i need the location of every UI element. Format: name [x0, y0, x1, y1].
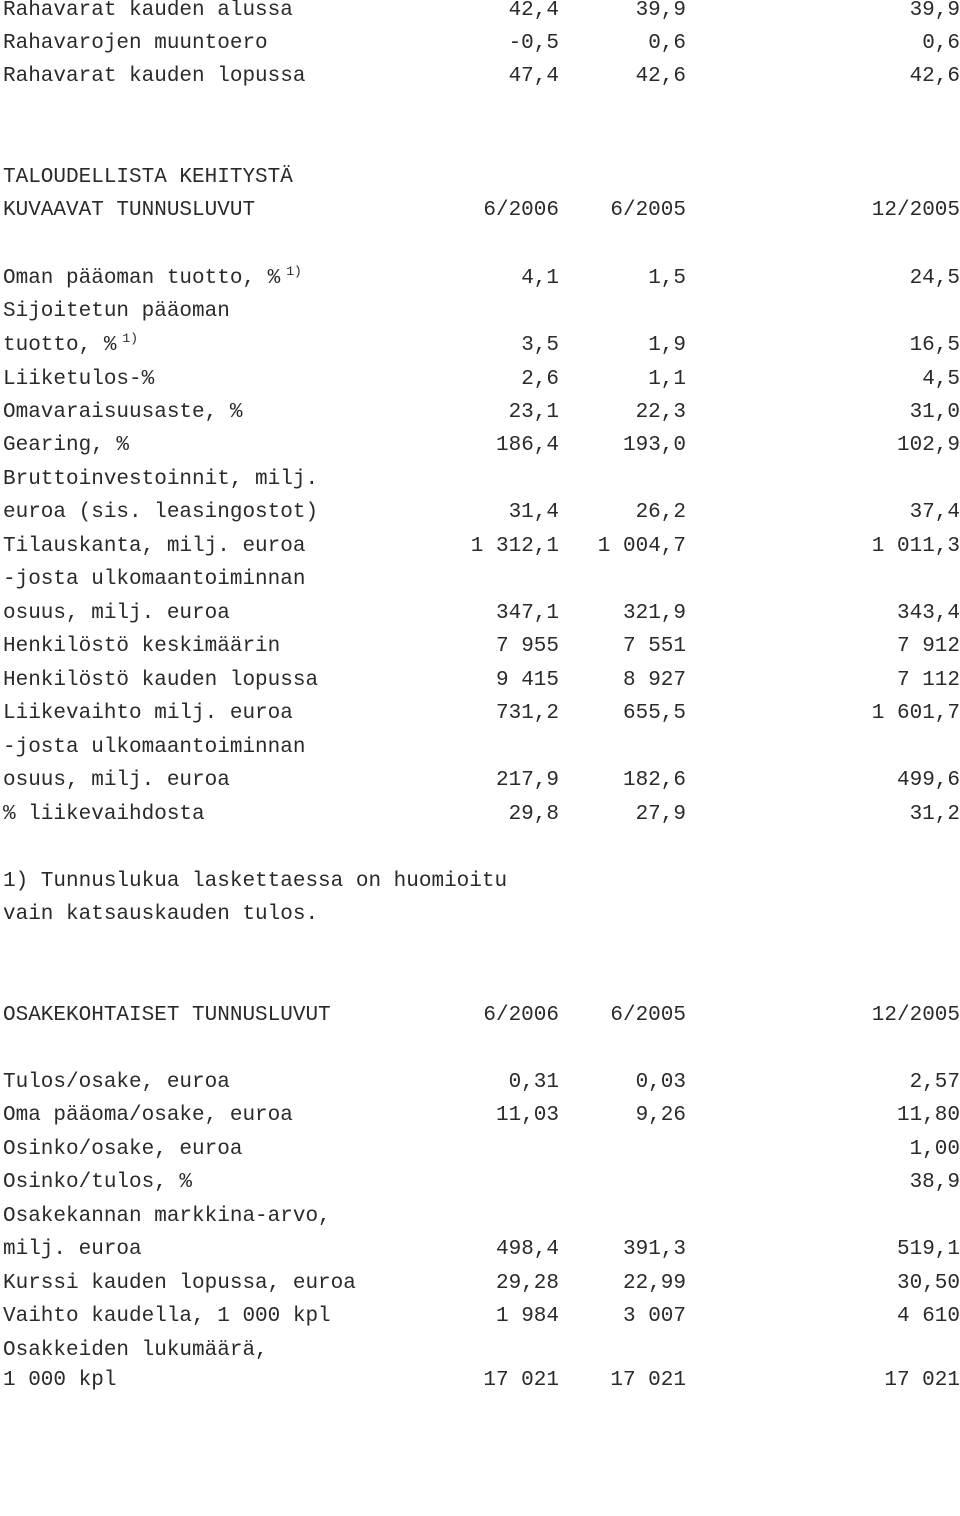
- section-heading: [3, 163, 960, 193]
- value-12-2005: 102,9: [896, 434, 960, 457]
- section-subtitle: KUVAAVAT TUNNUSLUVUT: [3, 199, 256, 222]
- value-6-2006: 2,6: [521, 368, 559, 391]
- table-row: [3, 365, 960, 395]
- row-label: Rahavarat kauden lopussa: [3, 65, 306, 88]
- table-row: [3, 1068, 960, 1098]
- table-row: [3, 733, 960, 763]
- row-label: osuus, milj. euroa: [3, 769, 230, 792]
- row-label: Osinko/tulos, %: [3, 1171, 193, 1194]
- value-6-2005: 26,2: [635, 501, 686, 524]
- value-6-2005: 42,6: [635, 65, 686, 88]
- table-row: [3, 1235, 960, 1265]
- value-6-2006: 11,03: [495, 1104, 559, 1127]
- column-header-6-2005: 6/2005: [610, 199, 686, 222]
- value-6-2005: 39,9: [635, 0, 686, 22]
- value-12-2005: 1,00: [909, 1138, 960, 1161]
- row-label: Gearing, %: [3, 434, 130, 457]
- row-label: Henkilöstö kauden lopussa: [3, 669, 319, 692]
- row-label: Liikevaihto milj. euroa: [3, 702, 293, 725]
- value-6-2005: 321,9: [622, 602, 686, 625]
- value-12-2005: 38,9: [909, 1171, 960, 1194]
- table-row: [3, 1366, 960, 1396]
- section-title: TALOUDELLISTA KEHITYSTÄ: [3, 166, 293, 189]
- row-label: Osakkeiden lukumäärä,: [3, 1339, 268, 1362]
- value-12-2005: 7 112: [896, 669, 960, 692]
- value-12-2005: 4,5: [922, 368, 960, 391]
- value-6-2006: 29,8: [508, 803, 559, 826]
- value-6-2005: 27,9: [635, 803, 686, 826]
- footnote: [3, 900, 960, 930]
- row-label: Osakekannan markkina-arvo,: [3, 1205, 331, 1228]
- row-label: Rahavarojen muuntoero: [3, 32, 268, 55]
- footnote-mark: 1): [122, 331, 139, 346]
- value-6-2005: 22,3: [635, 401, 686, 424]
- value-6-2006: -0,5: [508, 32, 559, 55]
- table-row: [3, 297, 960, 327]
- table-row: [3, 1302, 960, 1332]
- value-12-2005: 31,2: [909, 803, 960, 826]
- table-row: [3, 666, 960, 696]
- value-6-2005: 1 004,7: [597, 535, 686, 558]
- value-6-2006: 217,9: [495, 769, 559, 792]
- table-row: [3, 498, 960, 528]
- value-12-2005: 16,5: [909, 334, 960, 357]
- value-6-2005: 9,26: [635, 1104, 686, 1127]
- value-6-2006: 9 415: [495, 669, 559, 692]
- table-row: [3, 699, 960, 729]
- value-6-2006: 347,1: [495, 602, 559, 625]
- row-label: Henkilöstö keskimäärin: [3, 635, 281, 658]
- table-row: [3, 800, 960, 830]
- table-row: [3, 0, 960, 26]
- table-row: [3, 632, 960, 662]
- row-label: Tulos/osake, euroa: [3, 1071, 230, 1094]
- value-6-2005: 0,03: [635, 1071, 686, 1094]
- value-6-2005: 193,0: [622, 434, 686, 457]
- table-row: [3, 29, 960, 59]
- row-label: osuus, milj. euroa: [3, 602, 230, 625]
- row-label: Rahavarat kauden alussa: [3, 0, 293, 22]
- value-6-2006: 4,1: [521, 267, 559, 290]
- value-12-2005: 4 610: [896, 1305, 960, 1328]
- table-row: [3, 1101, 960, 1131]
- value-6-2006: 186,4: [495, 434, 559, 457]
- row-label: Vaihto kaudella, 1 000 kpl: [3, 1305, 331, 1328]
- column-header-12-2005: 12/2005: [871, 1004, 960, 1027]
- column-header-row: [3, 196, 960, 226]
- table-row: [3, 465, 960, 495]
- value-12-2005: 2,57: [909, 1071, 960, 1094]
- row-label: Oma pääoma/osake, euroa: [3, 1104, 293, 1127]
- value-6-2006: 731,2: [495, 702, 559, 725]
- row-label: [3, 264, 302, 295]
- row-label: euroa (sis. leasingostot): [3, 501, 319, 524]
- value-6-2005: 17 021: [610, 1369, 686, 1392]
- value-6-2006: 1 984: [495, 1305, 559, 1328]
- row-label: Bruttoinvestoinnit, milj.: [3, 468, 319, 491]
- value-6-2006: 23,1: [508, 401, 559, 424]
- table-row: [3, 62, 960, 92]
- value-12-2005: 31,0: [909, 401, 960, 424]
- row-label: % liikevaihdosta: [3, 803, 205, 826]
- value-12-2005: 37,4: [909, 501, 960, 524]
- value-6-2005: 7 551: [622, 635, 686, 658]
- table-row: [3, 532, 960, 562]
- value-6-2005: 1,5: [648, 267, 686, 290]
- value-6-2005: 3 007: [622, 1305, 686, 1328]
- value-12-2005: 7 912: [896, 635, 960, 658]
- value-6-2006: 3,5: [521, 334, 559, 357]
- row-label: -josta ulkomaantoiminnan: [3, 736, 306, 759]
- row-label: [3, 331, 138, 362]
- value-6-2006: 498,4: [495, 1238, 559, 1261]
- column-header-6-2006: 6/2006: [483, 1004, 559, 1027]
- table-row: [3, 331, 960, 361]
- column-header-row: [3, 1001, 960, 1031]
- value-6-2006: 42,4: [508, 0, 559, 22]
- table-row: [3, 565, 960, 595]
- section-title: OSAKEKOHTAISET TUNNUSLUVUT: [3, 1004, 331, 1027]
- value-12-2005: 39,9: [909, 0, 960, 22]
- table-row: [3, 264, 960, 294]
- value-12-2005: 0,6: [922, 32, 960, 55]
- value-12-2005: 24,5: [909, 267, 960, 290]
- row-label: Kurssi kauden lopussa, euroa: [3, 1272, 356, 1295]
- value-6-2005: 655,5: [622, 702, 686, 725]
- footnote-line: 1) Tunnuslukua laskettaessa on huomioitu: [3, 870, 508, 893]
- row-label: Osinko/osake, euroa: [3, 1138, 243, 1161]
- row-label: -josta ulkomaantoiminnan: [3, 568, 306, 591]
- footnote-line: vain katsauskauden tulos.: [3, 903, 319, 926]
- value-6-2006: 47,4: [508, 65, 559, 88]
- value-6-2006: 0,31: [508, 1071, 559, 1094]
- footnote-mark: 1): [286, 264, 302, 279]
- column-header-6-2005: 6/2005: [610, 1004, 686, 1027]
- value-6-2005: 8 927: [622, 669, 686, 692]
- table-row: [3, 766, 960, 796]
- value-6-2005: 182,6: [622, 769, 686, 792]
- row-label-text: tuotto, %: [3, 334, 117, 357]
- table-row: [3, 599, 960, 629]
- value-12-2005: 42,6: [909, 65, 960, 88]
- value-12-2005: 499,6: [896, 769, 960, 792]
- table-row: [3, 1168, 960, 1198]
- value-12-2005: 1 011,3: [871, 535, 960, 558]
- value-6-2005: 391,3: [622, 1238, 686, 1261]
- row-label: Sijoitetun pääoman: [3, 300, 230, 323]
- value-12-2005: 343,4: [896, 602, 960, 625]
- value-12-2005: 17 021: [884, 1369, 960, 1392]
- table-row: [3, 398, 960, 428]
- value-12-2005: 11,80: [896, 1104, 960, 1127]
- value-12-2005: 1 601,7: [871, 702, 960, 725]
- table-row: [3, 1336, 960, 1366]
- value-6-2006: 31,4: [508, 501, 559, 524]
- table-row: [3, 1135, 960, 1165]
- table-row: [3, 431, 960, 461]
- table-row: [3, 1202, 960, 1232]
- value-6-2006: 1 312,1: [470, 535, 559, 558]
- column-header-6-2006: 6/2006: [483, 199, 559, 222]
- row-label: 1 000 kpl: [3, 1369, 117, 1392]
- value-12-2005: 519,1: [896, 1238, 960, 1261]
- value-6-2006: 29,28: [495, 1272, 559, 1295]
- value-12-2005: 30,50: [896, 1272, 960, 1295]
- value-6-2005: 1,1: [648, 368, 686, 391]
- footnote: [3, 867, 960, 897]
- row-label-text: Oman pääoman tuotto, %: [3, 267, 281, 290]
- row-label: Tilauskanta, milj. euroa: [3, 535, 306, 558]
- table-row: [3, 1269, 960, 1299]
- row-label: Liiketulos-%: [3, 368, 155, 391]
- value-6-2005: 0,6: [648, 32, 686, 55]
- row-label: Omavaraisuusaste, %: [3, 401, 243, 424]
- column-header-12-2005: 12/2005: [871, 199, 960, 222]
- row-label: milj. euroa: [3, 1238, 142, 1261]
- value-6-2006: 7 955: [495, 635, 559, 658]
- value-6-2006: 17 021: [483, 1369, 559, 1392]
- value-6-2005: 1,9: [648, 334, 686, 357]
- value-6-2005: 22,99: [622, 1272, 686, 1295]
